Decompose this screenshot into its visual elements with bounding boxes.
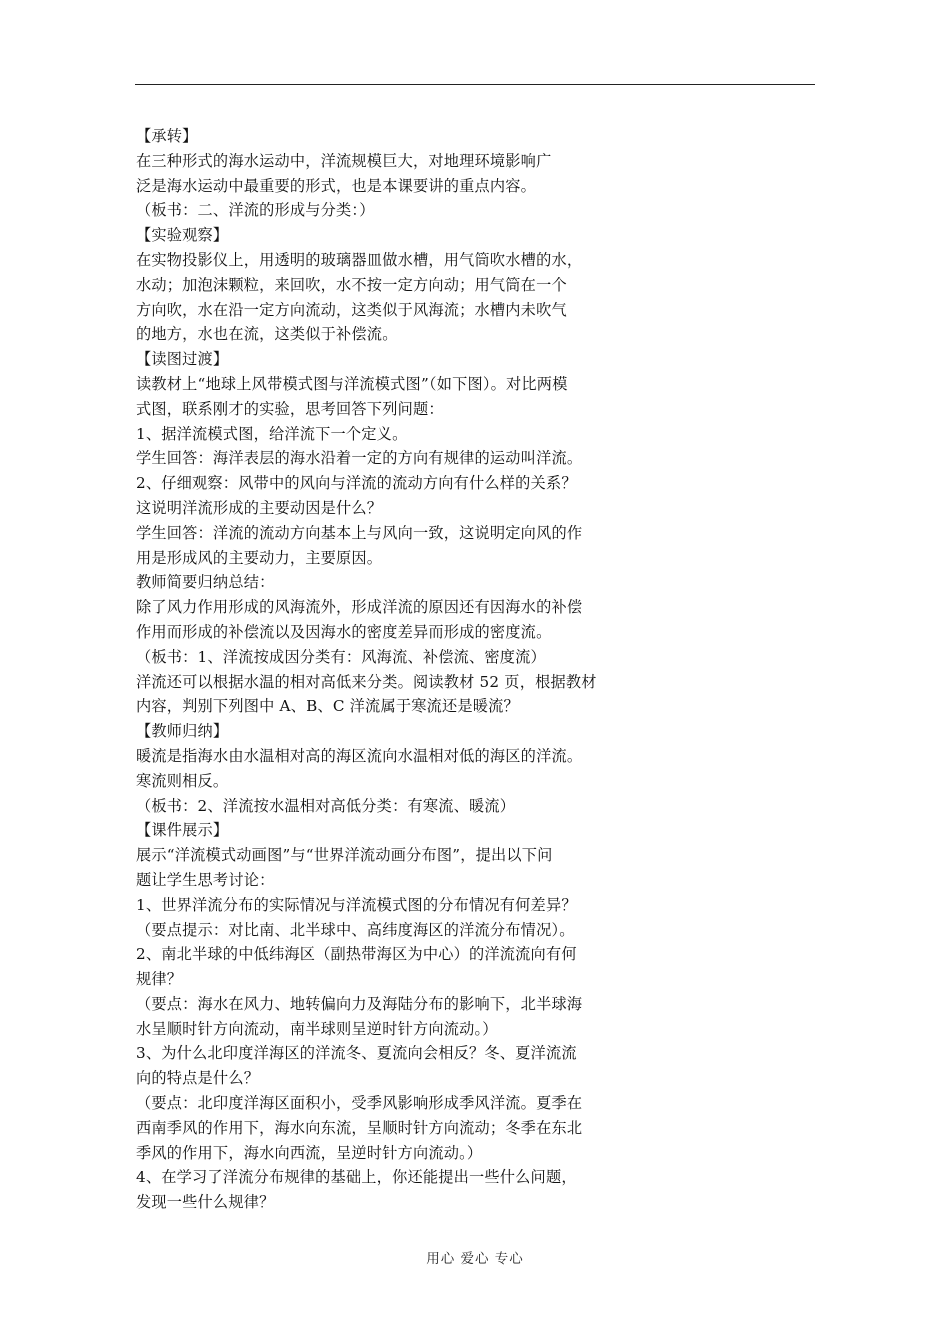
answer-line: 用是形成风的主要动力，主要原因。	[136, 548, 383, 567]
question-line: 规律？	[136, 970, 183, 989]
question-line: 1、据洋流模式图，给洋流下一个定义。	[136, 424, 408, 443]
section-heading-transition: 【承转】	[136, 127, 198, 145]
hint-line: （要点：北印度洋海区面积小，受季风影响形成季风洋流。夏季在	[136, 1094, 583, 1113]
answer-line: 学生回答：洋流的流动方向基本上与风向一致，这说明定向风的作	[136, 523, 583, 542]
question-line: 发现一些什么规律？	[136, 1193, 275, 1212]
text-line: 在三种形式的海水运动中，洋流规模巨大，对地理环境影响广	[136, 151, 552, 170]
document-body	[136, 124, 816, 1215]
question-line: 3、为什么北印度洋海区的洋流冬、夏流向会相反？冬、夏洋流流	[136, 1044, 577, 1063]
board-note: （板书：2、洋流按水温相对高低分类：有寒流、暖流）	[136, 796, 516, 815]
text-line: 教师简要归纳总结：	[136, 573, 275, 592]
page-footer: 用心 爱心 专心	[426, 1251, 524, 1267]
text-line: 式图，联系刚才的实验，思考回答下列问题：	[136, 399, 444, 418]
text-line: 在实物投影仪上，用透明的玻璃器皿做水槽，用气筒吹水槽的水，	[136, 250, 583, 269]
question-line: 1、世界洋流分布的实际情况与洋流模式图的分布情况有何差异？	[136, 895, 577, 914]
text-line: 作用而形成的补偿流以及因海水的密度差异而形成的密度流。	[136, 622, 552, 641]
header-rule	[135, 84, 815, 85]
text-line: 内容，判别下列图中 A、B、C 洋流属于寒流还是暖流？	[136, 697, 519, 716]
text-line: 展示“洋流模式动画图”与“世界洋流动画分布图”，提出以下问	[136, 846, 553, 865]
question-line: 向的特点是什么？	[136, 1069, 260, 1088]
question-line: 4、在学习了洋流分布规律的基础上，你还能提出一些什么问题，	[136, 1168, 577, 1187]
hint-line: （要点提示：对比南、北半球中、高纬度海区的洋流分布情况）。	[136, 920, 575, 939]
hint-line: 水呈顺时针方向流动，南半球则呈逆时针方向流动。）	[136, 1019, 498, 1038]
text-line: 寒流则相反。	[136, 771, 229, 790]
hint-line: 季风的作用下，海水向西流，呈逆时针方向流动。）	[136, 1143, 483, 1162]
text-line: 除了风力作用形成的风海流外，形成洋流的原因还有因海水的补偿	[136, 598, 583, 617]
section-heading-summary: 【教师归纳】	[136, 722, 229, 741]
section-heading-reading: 【读图过渡】	[136, 350, 229, 369]
question-line: 2、南北半球的中低纬海区（副热带海区为中心）的洋流流向有何	[136, 945, 577, 964]
text-line: 方向吹，水在沿一定方向流动，这类似于风海流；水槽内未吹气	[136, 300, 567, 319]
text-line: 洋流还可以根据水温的相对高低来分类。阅读教材 52 页，根据教材	[136, 672, 597, 691]
text-line: 水动；加泡沫颗粒，来回吹，水不按一定方向动；用气筒在一个	[136, 275, 567, 294]
hint-line: （要点：海水在风力、地转偏向力及海陆分布的影响下，北半球海	[136, 994, 583, 1013]
answer-line: 学生回答：海洋表层的海水沿着一定的方向有规律的运动叫洋流。	[136, 449, 583, 468]
section-heading-experiment: 【实验观察】	[136, 226, 229, 245]
section-heading-courseware: 【课件展示】	[136, 821, 229, 840]
question-line: 这说明洋流形成的主要动因是什么？	[136, 498, 383, 517]
text-line: 读教材上“地球上风带模式图与洋流模式图”（如下图）。对比两模	[136, 374, 568, 393]
board-note: （板书：二、洋流的形成与分类：）	[136, 201, 375, 220]
board-note: （板书：1、洋流按成因分类有：风海流、补偿流、密度流）	[136, 647, 546, 666]
text-line: 的地方，水也在流，这类似于补偿流。	[136, 325, 398, 344]
text-line: 题让学生思考讨论：	[136, 870, 275, 889]
question-line: 2、仔细观察：风带中的风向与洋流的流动方向有什么样的关系？	[136, 474, 577, 493]
text-line: 暖流是指海水由水温相对高的海区流向水温相对低的海区的洋流。	[136, 746, 583, 765]
text-line: 泛是海水运动中最重要的形式，也是本课要讲的重点内容。	[136, 176, 537, 195]
hint-line: 西南季风的作用下，海水向东流，呈顺时针方向流动；冬季在东北	[136, 1118, 583, 1137]
